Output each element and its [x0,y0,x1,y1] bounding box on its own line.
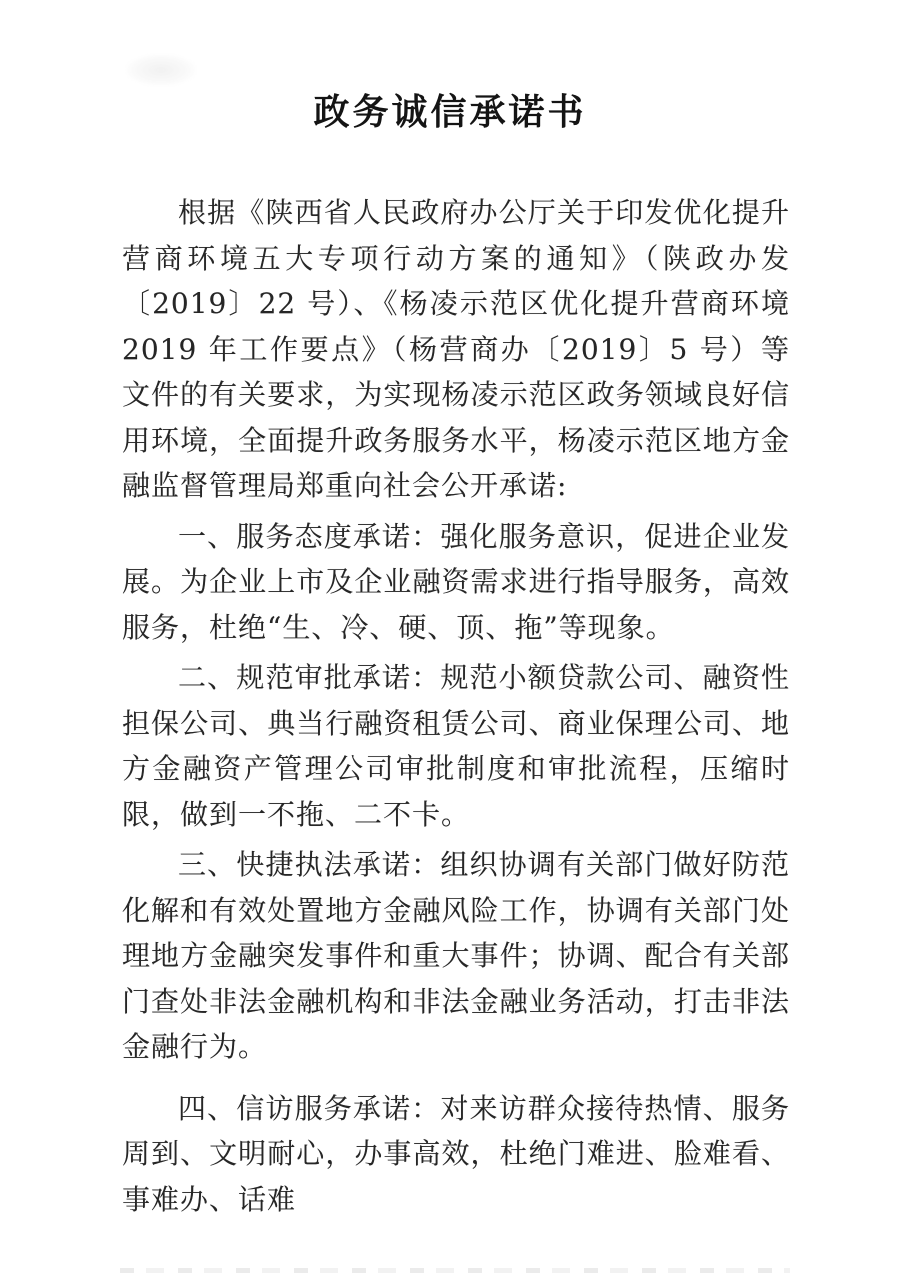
paragraph-intro: 根据《陕西省人民政府办公厅关于印发优化提升营商环境五大专项行动方案的通知》（陕政办发〔2019〕22 号）、《杨凌示范区优化提升营商环境 2019 年工作要点》（杨营商办〔2019〕5 号）等文件的有关要求，为实现杨凌示范区政务领域良好信用环境，全面提升政务服务水平，杨凌示范区地方金融监督管理局郑重向社会公开承诺: [122,196,790,502]
scan-smudge [126,54,196,86]
paragraph-commitment-1: 一、服务态度承诺：强化服务意识，促进企业发展。为企业上市及企业融资需求进行指导服务，高效服务，杜绝“生、冷、硬、顶、拖”等现象。 [122,519,790,644]
next-line-cutoff-fragment [120,1268,790,1273]
paragraph-commitment-4: 四、信访服务承诺：对来访群众接待热情、服务周到、文明耐心，办事高效，杜绝门难进、脸难看、事难办、话难 [122,1091,790,1216]
paragraph-commitment-3: 三、快捷执法承诺：组织协调有关部门做好防范化解和有效处置地方金融风险工作，协调有关部门处理地方金融突发事件和重大事件；协调、配合有关部门查处非法金融机构和非法金融业务活动，打击非法金融行为。 [122,848,790,1063]
paragraph-commitment-2: 二、规范审批承诺：规范小额贷款公司、融资性担保公司、典当行融资租赁公司、商业保理公司、地方金融资产管理公司审批制度和审批流程，压缩时限，做到一不拖、二不卡。 [122,661,790,831]
document-title: 政务诚信承诺书 [313,91,587,133]
document-body [122,190,790,1222]
